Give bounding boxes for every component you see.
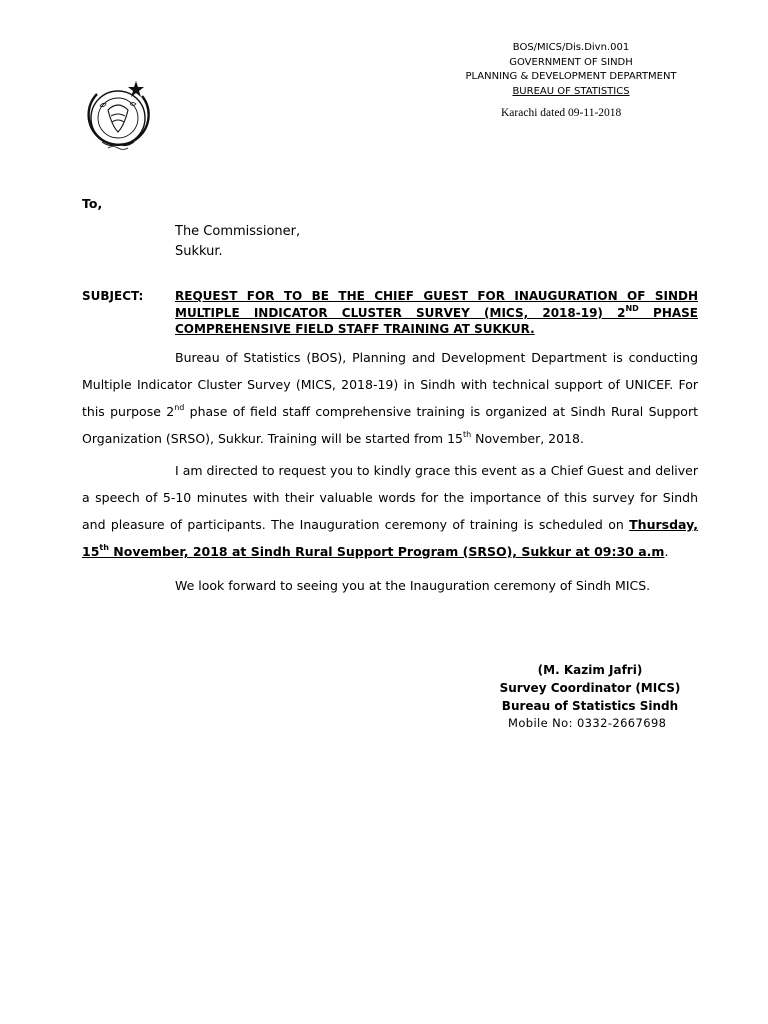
body-paragraph-2 <box>82 457 698 565</box>
paragraph-text: We look forward to seeing you at the Inauguration ceremony of Sindh MICS. <box>175 578 651 593</box>
signatory-office: Bureau of Statistics Sindh <box>501 699 679 713</box>
to-label: To, <box>82 196 103 211</box>
government-name: GOVERNMENT OF SINDH <box>509 56 633 68</box>
signature-block <box>490 661 690 715</box>
body-paragraph-1 <box>82 344 698 452</box>
signatory-title: Survey Coordinator (MICS) <box>499 681 681 695</box>
paragraph-text: phase of field staff comprehensive training is organized at Sindh Rural Support Organization (SRSO), Sukkur. Training will be started from 15 <box>82 404 698 446</box>
addressee <box>175 222 300 262</box>
subject-text-part: REQUEST FOR TO BE THE CHIEF GUEST FOR INAUGURATION OF SINDH MULTIPLE INDICATOR CLUSTER SURVEY (MICS, 2018-19) 2 <box>175 289 698 320</box>
bureau-name: BUREAU OF STATISTICS <box>512 85 630 97</box>
letterhead <box>440 41 702 99</box>
ordinal-superscript: nd <box>174 403 185 412</box>
subject-text <box>175 288 698 338</box>
signatory-name: (M. Kazim Jafri) <box>537 663 643 677</box>
paragraph-text: November, 2018. <box>471 431 584 446</box>
paragraph-text: . <box>664 544 669 559</box>
ordinal-superscript: th <box>99 543 109 552</box>
mobile-number: Mobile No: 0332-2667698 <box>508 716 667 730</box>
reference-number: BOS/MICS/Dis.Divn.001 <box>512 42 630 53</box>
letter-date: Karachi dated 09-11-2018 <box>501 107 622 119</box>
ordinal-superscript: th <box>462 430 472 439</box>
addressee-name: The Commissioner, <box>175 224 301 239</box>
addressee-city: Sukkur. <box>175 244 223 259</box>
government-seal-icon <box>78 76 158 156</box>
paragraph-text: I am directed to request you to kindly grace this event as a Chief Guest and deliver a speech of 5-10 minutes with their valuable words for the importance of this survey for Sindh and pleasure of participants. The Inauguration ceremony of training is scheduled on <box>82 463 698 532</box>
schedule-text: Thursday, 15 <box>82 517 698 559</box>
paragraph-text: Bureau of Statistics (BOS), Planning and Development Department is conducting Multiple Indicator Cluster Survey (MICS, 2018-19) in Sindh with technical support of UNICEF. For this purpose 2 <box>82 350 698 419</box>
subject-label: SUBJECT: <box>82 289 144 303</box>
subject-text-part: PHASE COMPREHENSIVE FIELD STAFF TRAINING AT SUKKUR. <box>175 305 698 336</box>
subject-superscript: ND <box>625 303 639 313</box>
schedule-text: November, 2018 at Sindh Rural Support Program (SRSO), Sukkur at 09:30 a.m <box>108 544 665 559</box>
body-paragraph-3 <box>82 572 698 599</box>
department-name: PLANNING & DEVELOPMENT DEPARTMENT <box>465 71 677 82</box>
